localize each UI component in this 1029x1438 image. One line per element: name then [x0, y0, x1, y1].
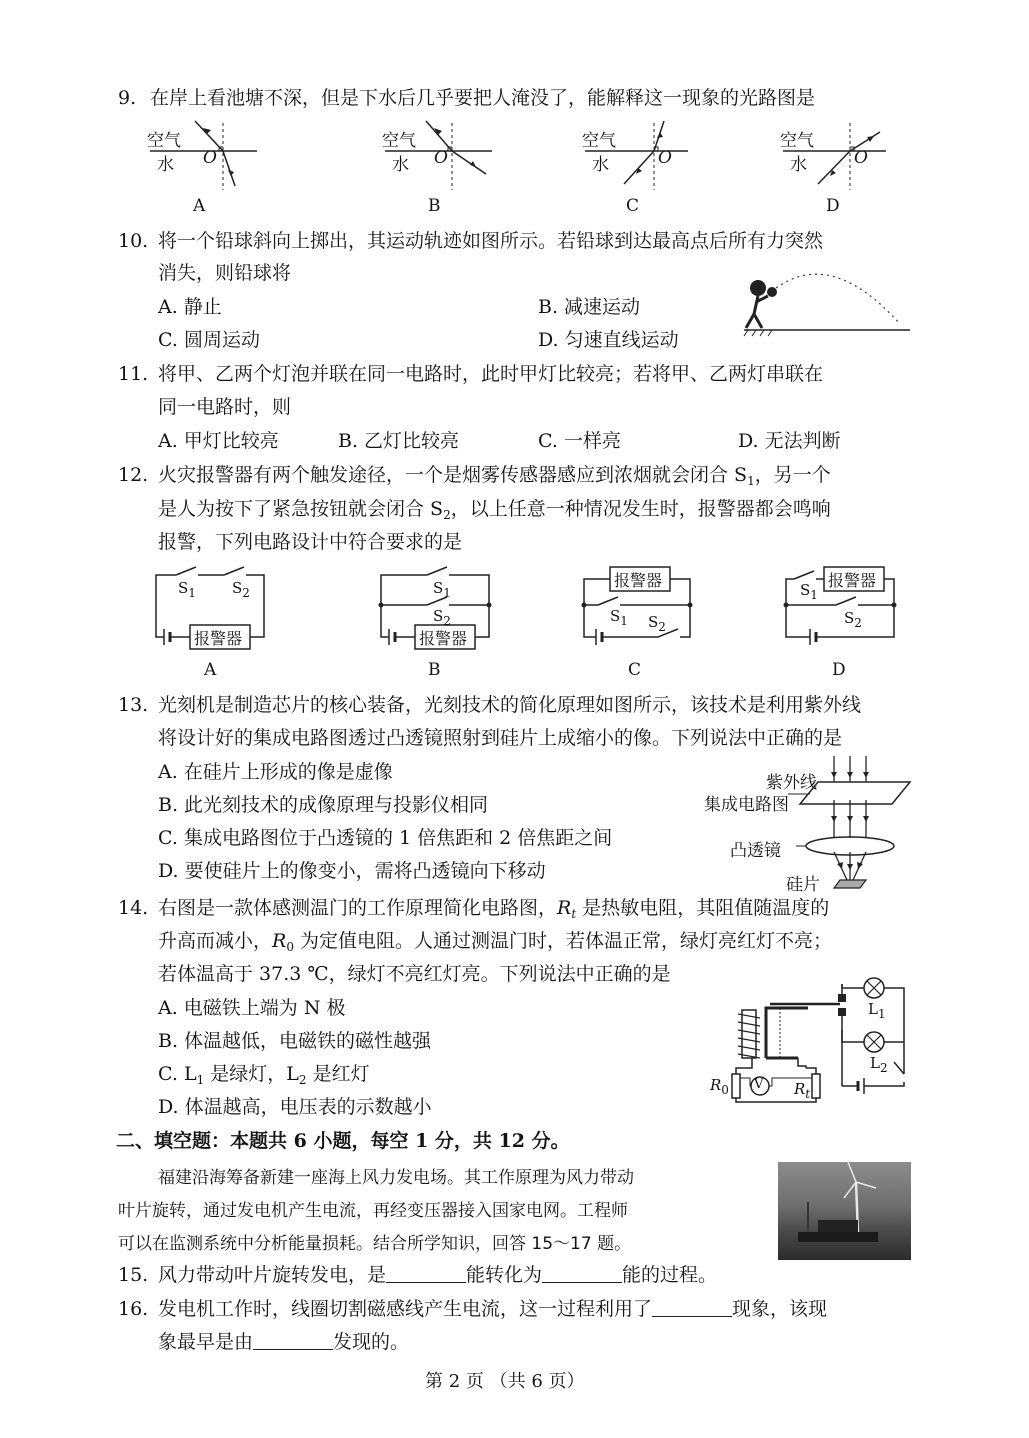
- l2-label: [870, 1054, 888, 1075]
- subscript-1: 1: [196, 1073, 205, 1087]
- q11-line1: 将甲、乙两个灯泡并联在同一电路时，此时甲灯比较亮；若将甲、乙两灯串联在: [158, 363, 824, 385]
- q13-option-d: D. 要使硅片上的像变小，需将凸透镜向下移动: [158, 860, 546, 882]
- q16-part3: 象最早是由: [158, 1331, 254, 1353]
- s2-label: [433, 607, 451, 628]
- q15-text: [158, 1263, 717, 1287]
- q15-blank-2[interactable]: [542, 1264, 622, 1283]
- q9-diagram-b: [380, 118, 500, 193]
- l-text: L: [868, 1000, 878, 1018]
- q11-option-c: C. 一样亮: [538, 430, 621, 452]
- q12-circuit-c: [578, 565, 698, 660]
- r0-symbol: R: [272, 930, 287, 952]
- q14-option-b: B. 体温越低，电磁铁的磁性越强: [158, 1030, 432, 1052]
- air-label: 空气: [147, 131, 181, 151]
- q13-option-a: A. 在硅片上形成的像是虚像: [158, 761, 393, 783]
- q15-part2: 能转化为: [466, 1264, 543, 1286]
- s2-label: [232, 579, 250, 600]
- s2-label: [844, 609, 862, 630]
- r-symbol: R: [710, 1076, 722, 1094]
- rt-symbol: R: [557, 897, 572, 919]
- q10-option-a: A. 静止: [158, 296, 222, 318]
- subscript-1: 1: [810, 588, 818, 602]
- subscript-0: 0: [286, 940, 294, 954]
- subscript-2: 2: [443, 508, 451, 522]
- q9-diagram-a: [145, 118, 265, 193]
- q9-text: 在岸上看池塘不深，但是下水后几乎要把人淹没了，能解释这一现象的光路图是: [150, 87, 816, 109]
- water-label: 水: [790, 155, 807, 175]
- subscript-2: 2: [443, 614, 451, 628]
- subscript-1: 1: [620, 614, 628, 628]
- alarm-label: 报警器: [419, 629, 468, 648]
- q9-option-c: C: [626, 196, 640, 216]
- q16-number: 16.: [118, 1298, 149, 1320]
- alarm-label: 报警器: [194, 629, 243, 648]
- s-text: S: [433, 607, 444, 625]
- q16-blank-1[interactable]: [652, 1298, 732, 1317]
- point-o-label: O: [203, 148, 217, 168]
- q14-line2-part1: 升高而减小，: [158, 930, 273, 952]
- alarm-label: 报警器: [614, 571, 663, 590]
- alarm-label: 报警器: [828, 571, 877, 590]
- subscript-2: 2: [854, 616, 862, 630]
- air-label: 空气: [382, 131, 416, 151]
- q15-blank-1[interactable]: [386, 1264, 466, 1283]
- q15-part3: 能的过程。: [622, 1264, 718, 1286]
- s1-label: [433, 579, 451, 600]
- r-symbol: R: [794, 1080, 806, 1098]
- subscript-0: 0: [721, 1083, 729, 1097]
- q11-option-a: A. 甲灯比较亮: [158, 430, 279, 452]
- point-o-label: O: [854, 148, 868, 168]
- q16-part2: 现象，该现: [732, 1298, 828, 1320]
- q10-number: 10.: [118, 230, 149, 252]
- q15-part1: 风力带动叶片旋转发电，是: [158, 1264, 387, 1286]
- q10-option-d: D. 匀速直线运动: [538, 329, 679, 351]
- s1-label: [178, 579, 196, 600]
- q14-line2: [158, 929, 832, 959]
- s2-label: [648, 613, 666, 634]
- q14-line1-part1: 右图是一款体感测温门的工作原理简化电路图，: [158, 897, 558, 919]
- q15-number: 15.: [118, 1264, 149, 1286]
- section2-title: 二、填空题：本题共 6 小题，每空 1 分，共 12 分。: [116, 1130, 570, 1152]
- q12-circuit-b: [375, 565, 495, 660]
- shot-put-trajectory-figure: [742, 258, 912, 338]
- point-o-label: O: [658, 148, 672, 168]
- q10-line2: 消失，则铅球将: [158, 262, 292, 284]
- q9-option-a: A: [193, 196, 206, 216]
- subscript-2: 2: [879, 1061, 888, 1075]
- section2-intro-line1: 福建沿海筹备新建一座海上风力发电场。其工作原理为风力带动: [158, 1168, 634, 1188]
- q9-option-d: D: [826, 196, 840, 216]
- q16-part1: 发电机工作时，线圈切割磁感线产生电流，这一过程利用了: [158, 1298, 653, 1320]
- q14-line1: [158, 896, 829, 926]
- q9-number: 9.: [118, 87, 137, 109]
- air-label: 空气: [780, 131, 814, 151]
- q12-line1: [158, 463, 831, 493]
- s-text: S: [648, 613, 659, 631]
- q12-option-a: A: [204, 660, 217, 680]
- circuit-diagram-label: 集成电路图: [704, 795, 789, 815]
- q12-option-c: C: [628, 660, 642, 680]
- q14-option-c: [158, 1062, 370, 1092]
- subscript-1: 1: [877, 1007, 886, 1021]
- q13-number: 13.: [118, 694, 149, 716]
- subscript-2: 2: [242, 586, 250, 600]
- q9-diagram-c: [580, 118, 700, 193]
- water-label: 水: [157, 155, 174, 175]
- q12-option-d: D: [832, 660, 846, 680]
- subscript-2: 2: [658, 620, 666, 634]
- q14-number: 14.: [118, 897, 149, 919]
- subscript-1: 1: [747, 474, 755, 488]
- rt-label: [794, 1080, 810, 1101]
- s-text: S: [800, 581, 811, 599]
- l1-label: [868, 1000, 886, 1021]
- s-text: S: [844, 609, 855, 627]
- q11-line2: 同一电路时，则: [158, 396, 292, 418]
- q12-line2-part1: 是人为按下了紧急按钮就会闭合 S: [158, 498, 444, 520]
- q12-line2-part2: ，以上任意一种情况发生时，报警器都会鸣响: [450, 498, 831, 520]
- q16-line1: [158, 1297, 827, 1321]
- water-label: 水: [392, 155, 409, 175]
- section2-intro-line2: 叶片旋转，通过发电机产生电流，再经变压器接入国家电网。工程师: [118, 1201, 628, 1221]
- subscript-t: t: [571, 907, 577, 921]
- q12-line2: [158, 497, 831, 527]
- q14-option-a: A. 电磁铁上端为 N 极: [158, 997, 346, 1019]
- q14-line3: 若体温高于 37.3 ℃，绿灯不亮红灯亮。下列说法中正确的是: [158, 963, 671, 985]
- q10-line1: 将一个铅球斜向上掷出，其运动轨迹如图所示。若铅球到达最高点后所有力突然: [158, 230, 824, 252]
- q14-line1-part2: 是热敏电阻，其阻值随温度的: [582, 897, 830, 919]
- q9-diagram-d: [778, 118, 898, 193]
- wind-turbine-photo: [778, 1162, 911, 1260]
- q10-option-c: C. 圆周运动: [158, 329, 260, 351]
- subscript-2: 2: [298, 1073, 307, 1087]
- q16-blank-2[interactable]: [253, 1331, 333, 1350]
- section2-intro-line3: 可以在监测系统中分析能量损耗。结合所学知识，回答 15～17 题。: [118, 1234, 632, 1254]
- q11-number: 11.: [118, 363, 149, 385]
- q14-c-part2: 是绿灯，L: [210, 1063, 299, 1085]
- s1-label: [800, 581, 818, 602]
- subscript-1: 1: [443, 586, 451, 600]
- air-label: 空气: [582, 131, 616, 151]
- page-footer: 第 2 页 （共 6 页）: [425, 1371, 585, 1392]
- subscript-t: t: [805, 1087, 811, 1101]
- q13-line1: 光刻机是制造芯片的核心装备，光刻技术的简化原理如图所示，该技术是利用紫外线: [158, 694, 862, 716]
- s1-label: [610, 607, 628, 628]
- subscript-1: 1: [188, 586, 196, 600]
- water-label: 水: [592, 155, 609, 175]
- l-text: L: [870, 1054, 880, 1072]
- q14-c-part1: C. L: [158, 1063, 197, 1085]
- q12-number: 12.: [118, 464, 149, 486]
- chip-label: 硅片: [786, 875, 820, 895]
- q12-line3: 报警，下列电路设计中符合要求的是: [158, 531, 463, 553]
- q12-circuit-a: [150, 565, 270, 660]
- q11-option-b: B. 乙灯比较亮: [338, 430, 460, 452]
- q13-option-b: B. 此光刻技术的成像原理与投影仪相同: [158, 794, 489, 816]
- point-o-label: O: [434, 148, 448, 168]
- q12-option-b: B: [428, 660, 441, 680]
- q16-line2: [158, 1330, 409, 1354]
- lens-label: 凸透镜: [730, 841, 781, 861]
- s-text: S: [610, 607, 621, 625]
- q14-option-d: D. 体温越高，电压表的示数越小: [158, 1096, 432, 1118]
- s-text: S: [433, 579, 444, 597]
- q12-circuit-d: [780, 565, 900, 660]
- q10-option-b: B. 减速运动: [538, 296, 641, 318]
- s-text: S: [232, 579, 243, 597]
- q14-line2-part2: 为定值电阻。人通过测温门时，若体温正常，绿灯亮红灯不亮；: [300, 930, 833, 952]
- q12-line1-part1: 火灾报警器有两个触发途径，一个是烟雾传感器感应到浓烟就会闭合 S: [158, 464, 748, 486]
- voltmeter-label: V: [754, 1077, 764, 1092]
- uv-label: 紫外线: [766, 773, 817, 793]
- r0-label: [710, 1076, 729, 1097]
- q12-line1-part2: ，另一个: [754, 464, 831, 486]
- q9-option-b: B: [428, 196, 441, 216]
- q16-part4: 发现的。: [333, 1331, 410, 1353]
- q14-c-part3: 是红灯: [312, 1063, 370, 1085]
- temperature-gate-circuit-figure: [708, 978, 913, 1108]
- q11-option-d: D. 无法判断: [738, 430, 841, 452]
- q13-line2: 将设计好的集成电路图透过凸透镜照射到硅片上成缩小的像。下列说法中正确的是: [158, 727, 843, 749]
- s-text: S: [178, 579, 189, 597]
- q13-option-c: C. 集成电路图位于凸透镜的 1 倍焦距和 2 倍焦距之间: [158, 827, 613, 849]
- lithography-figure: [700, 756, 915, 896]
